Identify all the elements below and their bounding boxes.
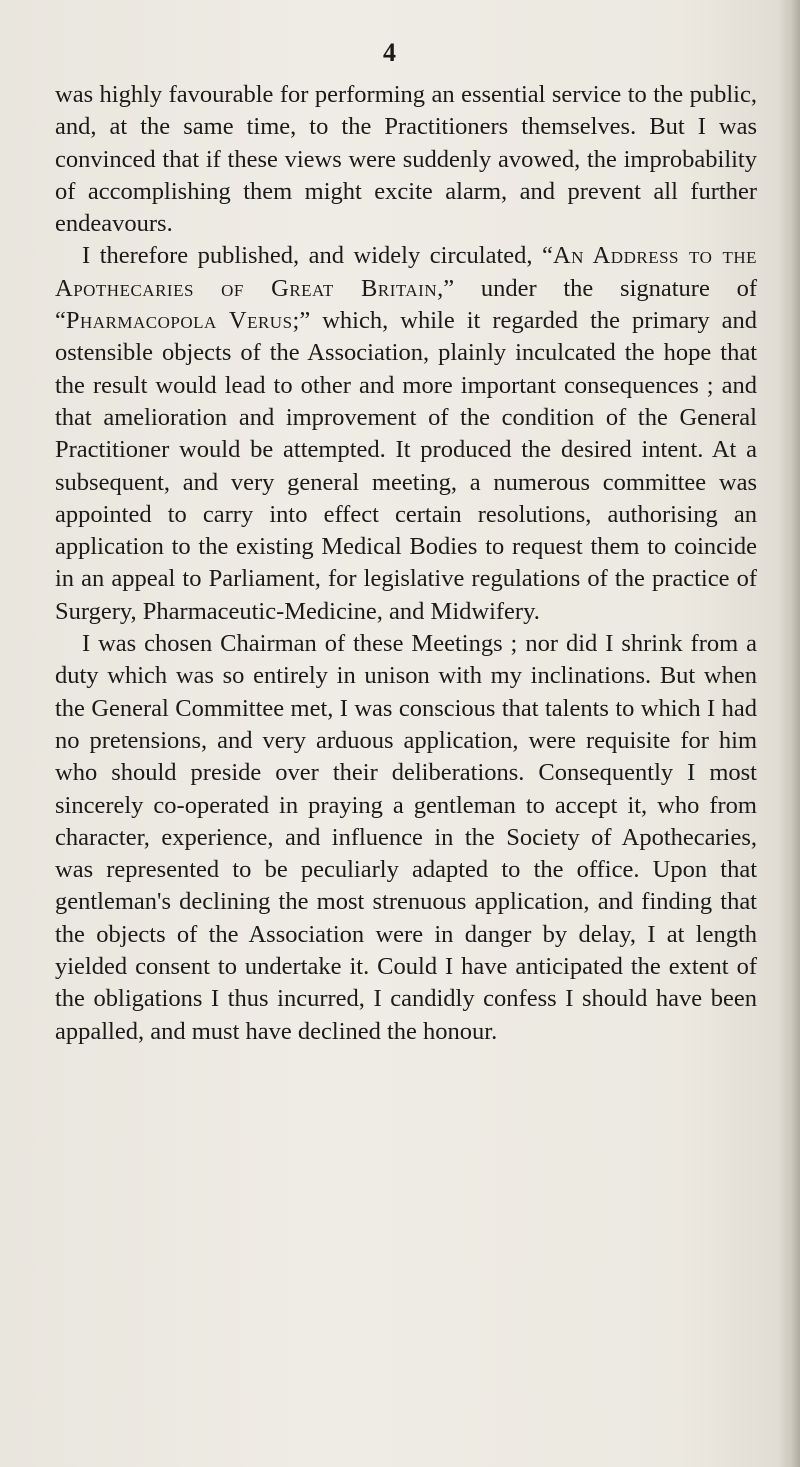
paragraph-2-body: ;” which, while it regarded the primary and ostensible objects of the Association, plainly inculcated the hope that the result would lead to other and more important consequences ; and that amelioration and improvement of the condition of the General Practitioner would be attempted. It produced the desired intent. At a subsequent, and very general meeting, a numerous committee was appointed to carry into effect certain resolutions, authorising an application to the existing Medical Bodies to request them to coincide in an appeal to Parliament, for legislative regulations of the practice of Surgery, Pharmaceutic-Medicine, and Midwifery. <box>55 307 757 625</box>
paragraph-1: was highly favourable for performing an essential service to the public, and, at the same time, to the Practitioners themselves. But I was convinced that if these views were suddenly avowed, the improbability of accomplishing them might excite alarm, and prevent all further endeavours. <box>55 81 757 238</box>
paragraph-3: I was chosen Chairman of these Meetings ; nor did I shrink from a duty which was so entirely in unison with my inclinations. But when the General Committee met, I was conscious that talents to which I had no pretensions, and very arduous application, were requisite for him who should preside over their deliberations. Consequently I most sincerely co-operated in praying a gentleman to accept it, who from character, experience, and influence in the Society of Apothecaries, was represented to be peculiarly adapted to the office. Upon that gentleman's declining the most strenuous application, and finding that the objects of the Association were in danger by delay, I at length yielded consent to undertake it. Could I have anticipated the extent of the obligations I thus incurred, I candidly confess I should have been appalled, and must have declined the honour. <box>55 630 757 1045</box>
signature-name: Pharmacopola Verus <box>65 307 293 335</box>
body-text <box>55 79 757 1048</box>
paragraph-2-intro: I therefore published, and widely circulated, “ <box>82 242 553 270</box>
page-number: 4 <box>383 38 396 67</box>
paragraph-2-middle: ,” under the signature of “ <box>55 274 757 335</box>
page-edge-shadow <box>778 0 800 1467</box>
paragraph-2 <box>55 240 757 628</box>
address-title: An Address to the Apothecaries of Great Britain <box>55 242 758 302</box>
